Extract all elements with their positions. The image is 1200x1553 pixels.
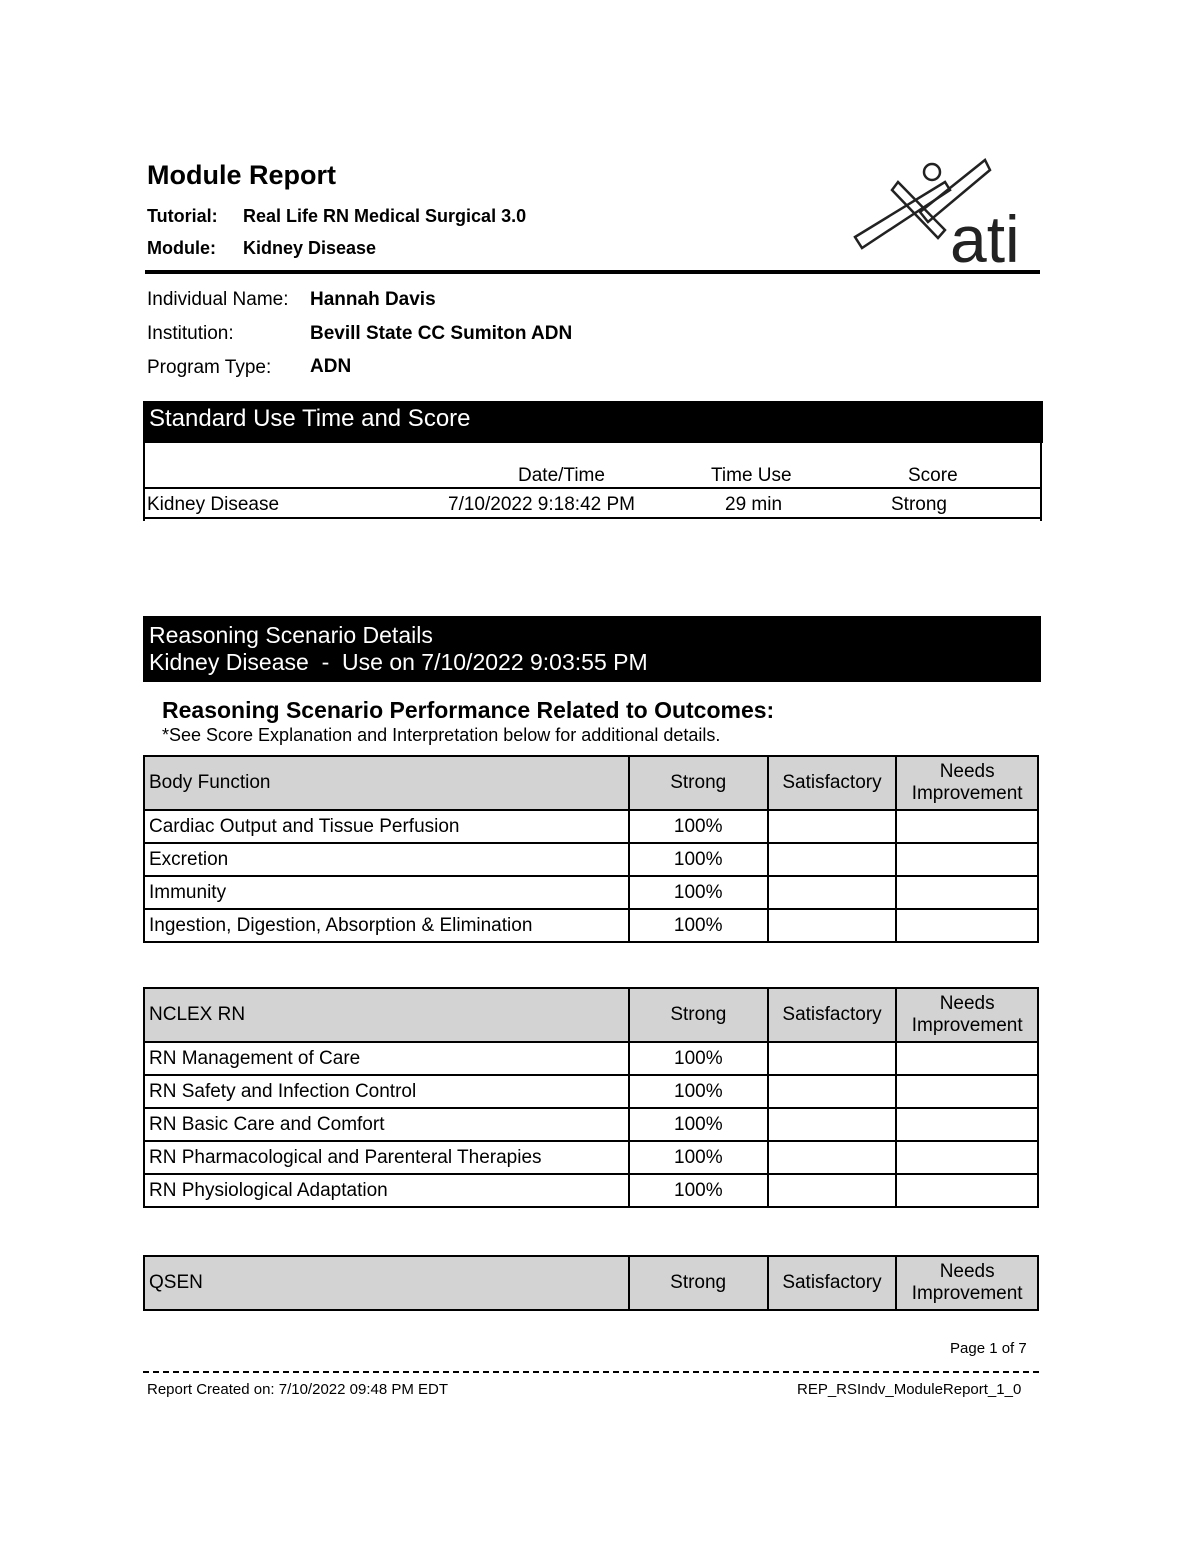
satisfactory-cell <box>768 1141 897 1174</box>
header-cell: Satisfactory <box>768 1256 897 1310</box>
body-function-table <box>143 755 1039 943</box>
satisfactory-cell <box>768 1174 897 1207</box>
table-header-row <box>144 988 1038 1042</box>
strong-cell: 100% <box>629 1075 768 1108</box>
header-rule <box>145 270 1040 274</box>
strong-cell: 100% <box>629 1108 768 1141</box>
table-row <box>144 876 1038 909</box>
col-score-header: Score <box>908 465 958 486</box>
qsen-table <box>143 1255 1039 1311</box>
header-cell: Strong <box>629 756 768 810</box>
needs-improvement-cell <box>896 1042 1038 1075</box>
needs-improvement-cell <box>896 843 1038 876</box>
page-title: Module Report <box>147 160 336 190</box>
performance-note: *See Score Explanation and Interpretation below for additional details. <box>162 725 721 745</box>
satisfactory-cell <box>768 876 897 909</box>
strong-cell: 100% <box>629 876 768 909</box>
divider <box>143 517 1042 519</box>
program-type-value: ADN <box>310 356 352 377</box>
row-label: Cardiac Output and Tissue Perfusion <box>144 810 629 843</box>
satisfactory-cell <box>768 1075 897 1108</box>
row-label: RN Physiological Adaptation <box>144 1174 629 1207</box>
strong-cell: 100% <box>629 1174 768 1207</box>
table-row <box>144 810 1038 843</box>
table-row <box>144 1174 1038 1207</box>
tutorial-value: Real Life RN Medical Surgical 3.0 <box>243 206 527 226</box>
table-row <box>144 1141 1038 1174</box>
satisfactory-cell <box>768 909 897 942</box>
satisfactory-cell <box>768 810 897 843</box>
svg-text:ati: ati <box>950 202 1020 267</box>
scenario-details-title: Reasoning Scenario Details <box>149 622 433 648</box>
nclex-rn-table <box>143 987 1039 1208</box>
standard-row-datetime: 7/10/2022 9:18:42 PM <box>448 494 635 515</box>
strong-cell: 100% <box>629 843 768 876</box>
header-cell: Strong <box>629 988 768 1042</box>
report-id: REP_RSIndv_ModuleReport_1_0 <box>797 1381 1022 1398</box>
strong-cell: 100% <box>629 1042 768 1075</box>
needs-improvement-cell <box>896 1108 1038 1141</box>
row-label: RN Basic Care and Comfort <box>144 1108 629 1141</box>
footer-divider <box>143 1371 1039 1373</box>
divider <box>143 487 1042 489</box>
strong-cell: 100% <box>629 909 768 942</box>
col-time-use-header: Time Use <box>711 465 792 486</box>
row-label: RN Pharmacological and Parenteral Therapies <box>144 1141 629 1174</box>
module-label: Module: <box>147 238 216 258</box>
table-row <box>144 909 1038 942</box>
table-row <box>144 1075 1038 1108</box>
header-cell: Needs Improvement <box>896 988 1038 1042</box>
strong-cell: 100% <box>629 810 768 843</box>
individual-name-label: Individual Name: <box>147 289 289 310</box>
standard-row-name: Kidney Disease <box>147 494 280 515</box>
needs-improvement-cell <box>896 909 1038 942</box>
header-cell: NCLEX RN <box>144 988 629 1042</box>
performance-title: Reasoning Scenario Performance Related to Outcomes: <box>162 697 775 723</box>
table-header-row <box>144 756 1038 810</box>
satisfactory-cell <box>768 843 897 876</box>
table-header-row <box>144 1256 1038 1310</box>
report-created: Report Created on: 7/10/2022 09:48 PM EDT <box>147 1381 449 1398</box>
header-cell: Body Function <box>144 756 629 810</box>
table-row <box>144 843 1038 876</box>
header-cell: QSEN <box>144 1256 629 1310</box>
needs-improvement-cell <box>896 810 1038 843</box>
row-label: Ingestion, Digestion, Absorption & Elimination <box>144 909 629 942</box>
needs-improvement-cell <box>896 1174 1038 1207</box>
strong-cell: 100% <box>629 1141 768 1174</box>
col-datetime-header: Date/Time <box>518 465 605 486</box>
needs-improvement-cell <box>896 1075 1038 1108</box>
row-label: RN Management of Care <box>144 1042 629 1075</box>
individual-name-value: Hannah Davis <box>310 289 436 310</box>
standard-row-time: 29 min <box>725 494 783 515</box>
table-row <box>144 1042 1038 1075</box>
header-cell: Needs Improvement <box>896 756 1038 810</box>
header-cell: Satisfactory <box>768 988 897 1042</box>
ati-logo-icon <box>850 152 1040 267</box>
satisfactory-cell <box>768 1042 897 1075</box>
table-row <box>144 1108 1038 1141</box>
tutorial-label: Tutorial: <box>147 206 218 226</box>
header-cell: Satisfactory <box>768 756 897 810</box>
row-label: RN Safety and Infection Control <box>144 1075 629 1108</box>
header-cell: Strong <box>629 1256 768 1310</box>
row-label: Excretion <box>144 843 629 876</box>
institution-label: Institution: <box>147 323 234 344</box>
row-label: Immunity <box>144 876 629 909</box>
standard-row-score: Strong <box>891 494 947 515</box>
scenario-details-subtitle: Kidney Disease - Use on 7/10/2022 9:03:55 PM <box>149 649 648 675</box>
satisfactory-cell <box>768 1108 897 1141</box>
institution-value: Bevill State CC Sumiton ADN <box>310 323 573 344</box>
standard-use-header: Standard Use Time and Score <box>143 401 1043 443</box>
scenario-details-header <box>143 616 1041 682</box>
needs-improvement-cell <box>896 876 1038 909</box>
header-cell: Needs Improvement <box>896 1256 1038 1310</box>
needs-improvement-cell <box>896 1141 1038 1174</box>
module-value: Kidney Disease <box>243 238 377 258</box>
program-type-label: Program Type: <box>147 357 272 378</box>
page-number: Page 1 of 7 <box>950 1340 1027 1357</box>
